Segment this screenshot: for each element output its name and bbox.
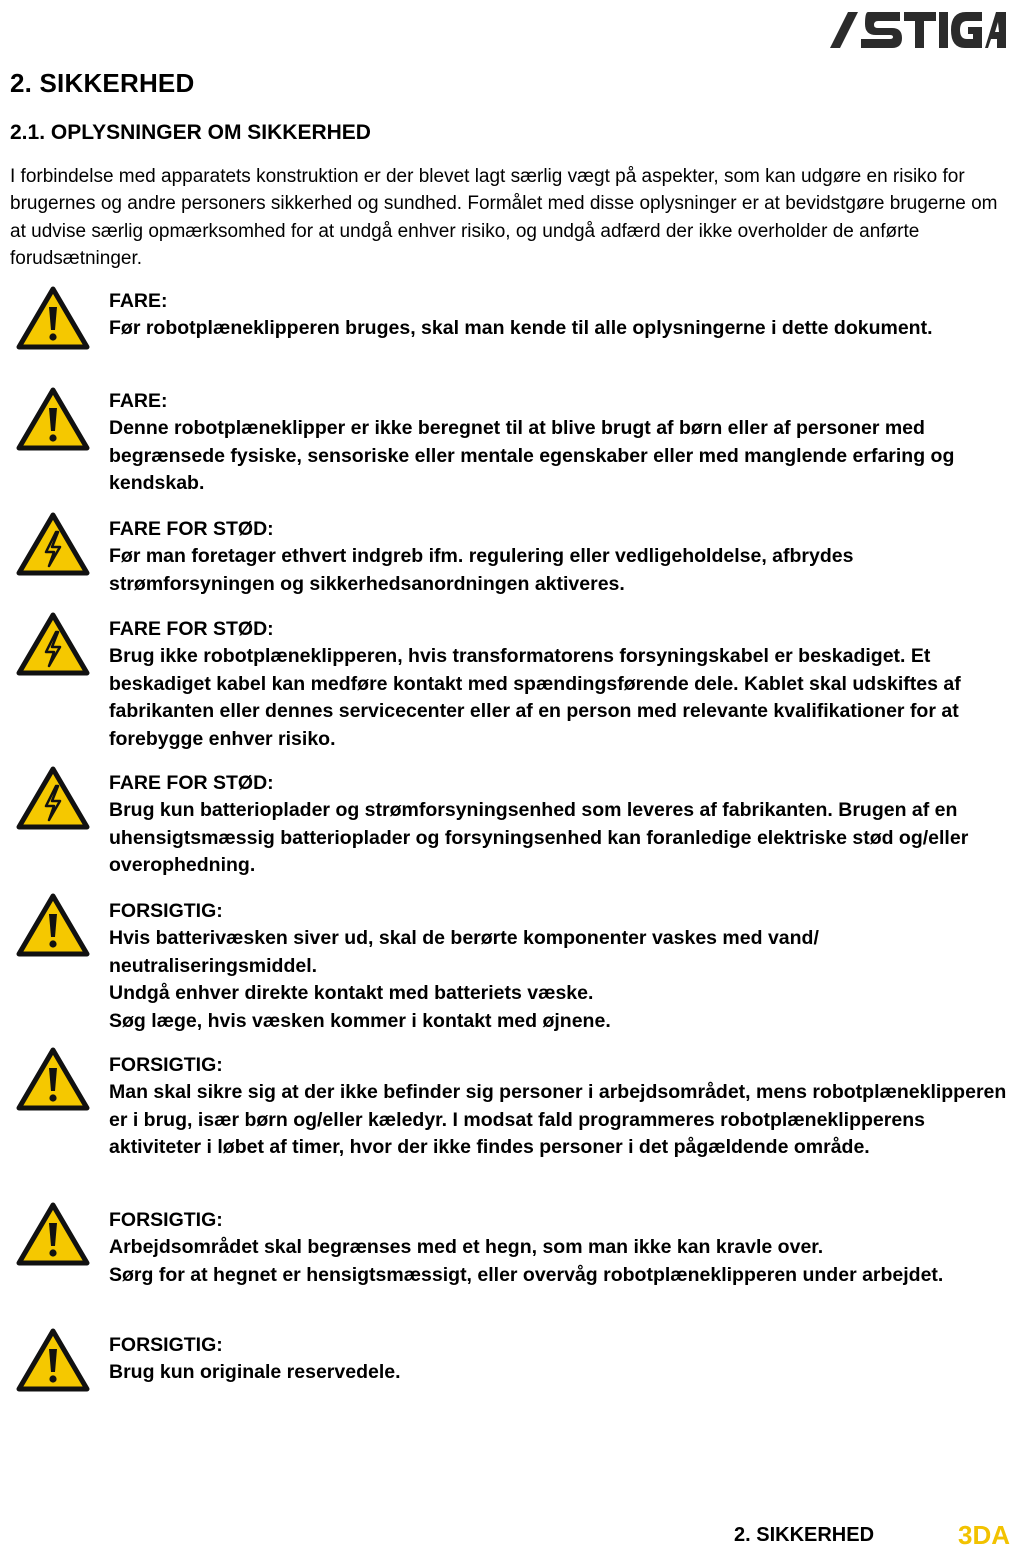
warning-text: [109, 616, 1009, 753]
warning-label: FORSIGTIG:: [109, 1334, 223, 1356]
stiga-logo: [828, 8, 1008, 52]
warning-line: Brug kun originale reservedele.: [109, 1361, 401, 1384]
warning-label: FARE FOR STØD:: [109, 618, 274, 640]
exclamation-warning-icon: [16, 1202, 90, 1266]
warning-label: FORSIGTIG:: [109, 1209, 223, 1231]
warning-line: Søg læge, hvis væsken kommer i kontakt med øjnene.: [109, 1009, 611, 1032]
exclamation-warning-icon: [16, 1047, 90, 1111]
warning-line: Undgå enhver direkte kontakt med batteriets væske.: [109, 982, 594, 1005]
exclamation-warning-icon: [16, 387, 90, 451]
exclamation-warning-icon: [16, 286, 90, 350]
warning-text: [109, 388, 1009, 498]
warning-line: Før man foretager ethvert indgreb ifm. regulering eller vedligeholdelse, afbrydes strømforsyningen og sikkerhedsanordningen aktiveres.: [109, 545, 854, 595]
warning-line: Arbejdsområdet skal begrænses med et hegn, som man ikke kan kravle over.: [109, 1236, 824, 1259]
warning-label: FARE FOR STØD:: [109, 772, 274, 794]
warning-line: Brug kun batterioplader og strømforsyningsenhed som leveres af fabrikanten. Brugen af en uhensigtsmæssig batterioplader og forsyningsenhed kan foranledige elektriske stød og/eller overophedning.: [109, 799, 969, 877]
electric-shock-icon: [16, 612, 90, 676]
warning-label: FARE FOR STØD:: [109, 518, 274, 540]
warning-line: Sørg for at hegnet er hensigtsmæssigt, eller overvåg robotplæneklipperen under arbejdet.: [109, 1263, 944, 1286]
warning-text: [109, 288, 1009, 343]
warning-label: FARE:: [109, 290, 168, 312]
subsection-title: 2.1. OPLYSNINGER OM SIKKERHED: [10, 121, 371, 144]
warning-text: [109, 770, 1009, 880]
warning-text: [109, 1207, 1009, 1289]
footer-language-code: 3DA: [958, 1520, 1011, 1550]
warning-label: FARE:: [109, 390, 168, 412]
electric-shock-icon: [16, 512, 90, 576]
warning-line: Man skal sikre sig at der ikke befinder sig personer i arbejdsområdet, mens robotplæneklipperen er i brug, især børn og/eller kæledyr. I modsat fald programmeres robotplæneklipperens aktiviteter i løbet af timer, hvor der ikke findes personer i det pågældende område.: [109, 1081, 1007, 1159]
warning-text: [109, 898, 1009, 1035]
electric-shock-icon: [16, 766, 90, 830]
warning-text: [109, 1332, 1009, 1387]
intro-paragraph: I forbindelse med apparatets konstruktion er der blevet lagt særlig vægt på aspekter, som kan udgøre en risiko for brugernes og andre personers sikkerhed og sundhed. Formålet med disse oplysninger er at bevidstgøre brugerne om at udvise særlig opmærksomhed for at undgå enhver risiko, og undgå adfærd der ikke overholder de anførte forudsætninger.: [10, 166, 998, 269]
page-title: 2. SIKKERHED: [10, 68, 195, 98]
warning-line: Før robotplæneklipperen bruges, skal man kende til alle oplysningerne i dette dokument.: [109, 317, 933, 340]
warning-text: [109, 516, 1009, 598]
footer-section-title: 2. SIKKERHED: [734, 1524, 875, 1546]
warning-line: Brug ikke robotplæneklipperen, hvis transformatorens forsyningskabel er beskadiget. Et beskadiget kabel kan medføre kontakt med spændingsførende dele. Kablet skal udskiftes af fabrikanten eller dennes servicecenter eller af en person med relevante kvalifikationer for at forebygge enhver risiko.: [109, 645, 961, 750]
warning-line: Hvis batterivæsken siver ud, skal de berørte komponenter vaskes med vand/ neutraliseringsmiddel.: [109, 927, 819, 977]
warning-label: FORSIGTIG:: [109, 1054, 223, 1076]
warning-line: Denne robotplæneklipper er ikke beregnet til at blive brugt af børn eller af personer med begrænsede fysiske, sensoriske eller mentale egenskaber eller med manglende erfaring og kendskab.: [109, 417, 955, 495]
exclamation-warning-icon: [16, 893, 90, 957]
warning-label: FORSIGTIG:: [109, 900, 223, 922]
warning-text: [109, 1052, 1009, 1162]
exclamation-warning-icon: [16, 1328, 90, 1392]
